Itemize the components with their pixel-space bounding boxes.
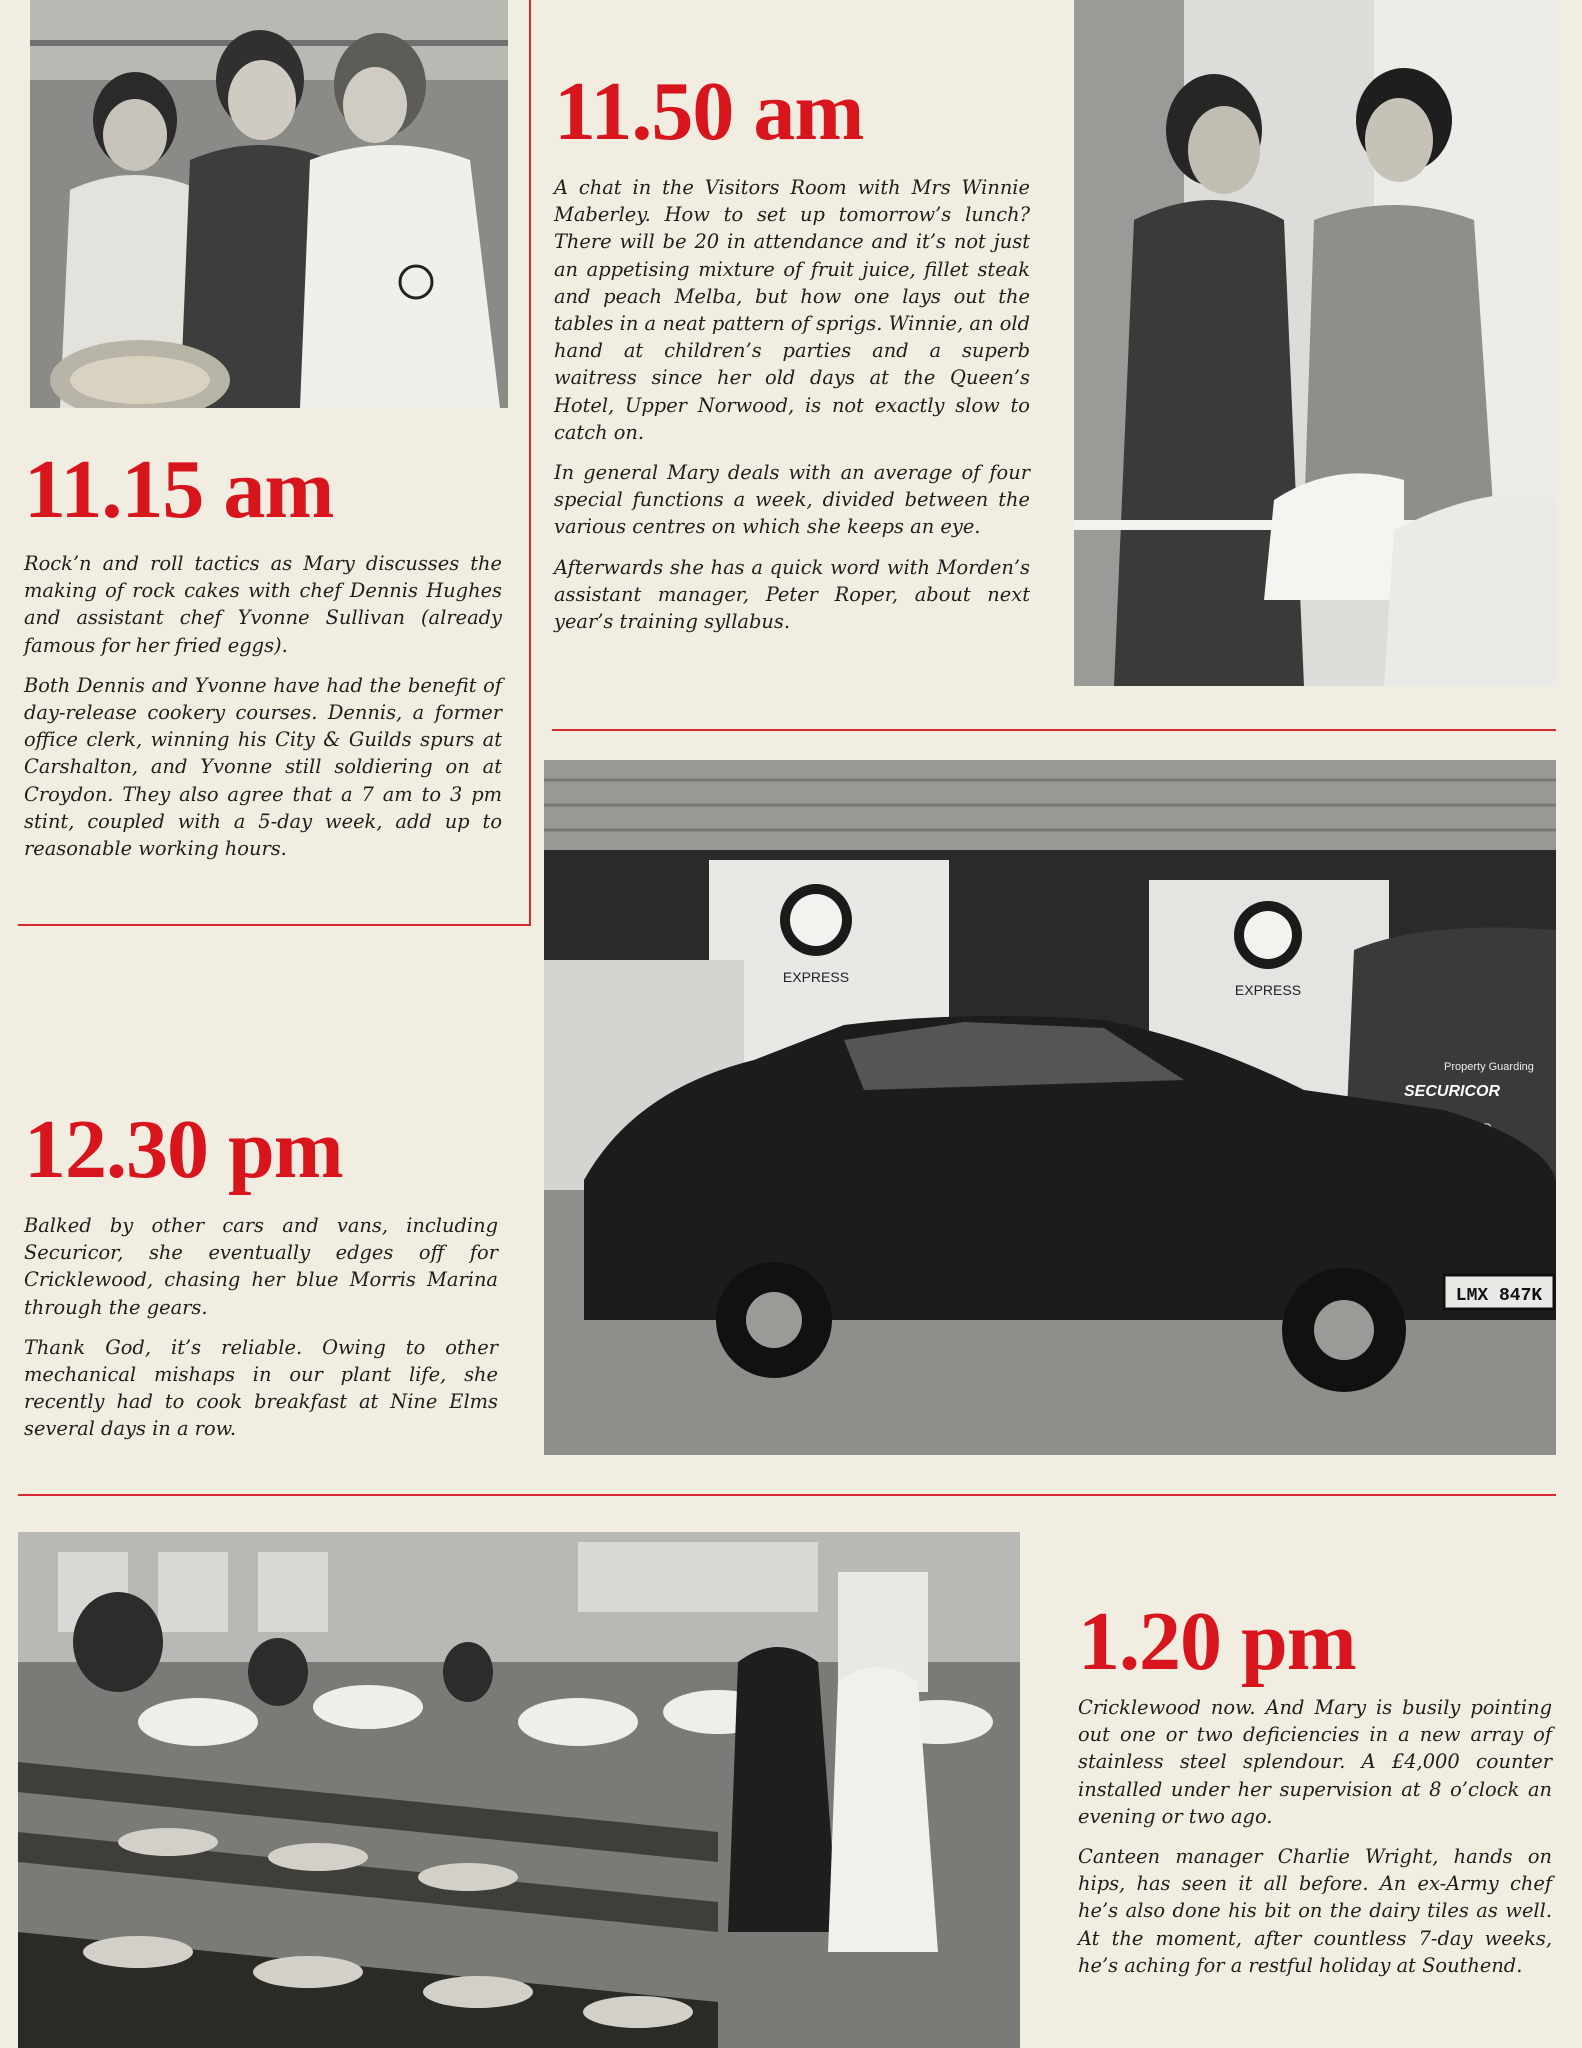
time-heading-120: 1.20 pm <box>1078 1595 1356 1688</box>
number-plate-text: LMX 847K <box>1455 1286 1543 1306</box>
time-heading-1115: 11.15 am <box>24 443 334 536</box>
photo-visitors-room <box>1074 0 1558 686</box>
section-rule-bottom <box>18 1494 1556 1496</box>
photo-canteen <box>18 1532 1020 2048</box>
paragraph: Both Dennis and Yvonne have had the benefit of day-release cookery courses. Dennis, a former office clerk, winning his City & Guilds spurs at Carshalton, and Yvonne still soldiering on at Croydon. They also agree that a 7 am to 3 pm stint, coupled with a 5-day week, add up to reasonable working hours. <box>24 673 502 861</box>
photo-car-yard <box>544 760 1556 1455</box>
paragraph: Afterwards she has a quick word with Morden’s assistant manager, Peter Roper, about next year’s training syllabus. <box>554 555 1030 634</box>
van-logo-text-1: EXPRESS <box>782 969 850 985</box>
time-heading-1230: 12.30 pm <box>24 1103 343 1196</box>
text-block-120 <box>1078 1694 1552 1992</box>
text-block-1230 <box>24 1212 498 1456</box>
securicor-name-text: SECURICOR <box>1404 1083 1501 1100</box>
photo-kitchen <box>30 0 508 408</box>
time-heading-1150: 11.50 am <box>554 65 864 158</box>
paragraph: Rock’n and roll tactics as Mary discusses the making of rock cakes with chef Dennis Hughes and assistant chef Yvonne Sullivan (already famous for her fried eggs). <box>24 552 502 657</box>
paragraph: Cricklewood now. And Mary is busily pointing out one or two deficiencies in a new array of stainless steel splendour. A £4,000 counter installed under her supervision at 8 o’clock an evening or two ago. <box>1078 1696 1552 1828</box>
section-rule-left <box>18 924 531 926</box>
van-logo-text-2: EXPRESS <box>1234 982 1302 998</box>
column-divider-top <box>529 0 531 926</box>
paragraph: In general Mary deals with an average of four special functions a week, divided between the various centres on which she keeps an eye. <box>554 461 1030 539</box>
securicor-tag-text: Property Guarding <box>1444 1061 1534 1073</box>
paragraph: A chat in the Visitors Room with Mrs Winnie Maberley. How to set up tomorrow’s lunch? There will be 20 in attendance and it’s not just an appetising mixture of fruit juice, fillet steak and peach Melba, but how one lays out the tables in a neat pattern of sprigs. Winnie, an old hand at children’s parties and a superb waitress since her old days at the Queen’s Hotel, Upper Norwood, is not exactly slow to catch on. <box>554 176 1030 444</box>
section-rule-right <box>552 729 1556 731</box>
paragraph: Balked by other cars and vans, including Securicor, she eventually edges off for Cricklewood, chasing her blue Morris Marina through the gears. <box>24 1214 498 1319</box>
paragraph: Canteen manager Charlie Wright, hands on hips, has seen it all before. An ex-Army chef he’s also done his bit on the dairy tiles as well. At the moment, after countless 7-day weeks, he’s aching for a restful holiday at Southend. <box>1078 1845 1552 1977</box>
text-block-1150 <box>554 174 1030 648</box>
paragraph: Thank God, it’s reliable. Owing to other mechanical mishaps in our plant life, she recently had to cook breakfast at Nine Elms several days in a row. <box>24 1335 498 1441</box>
text-block-1115 <box>24 550 502 875</box>
